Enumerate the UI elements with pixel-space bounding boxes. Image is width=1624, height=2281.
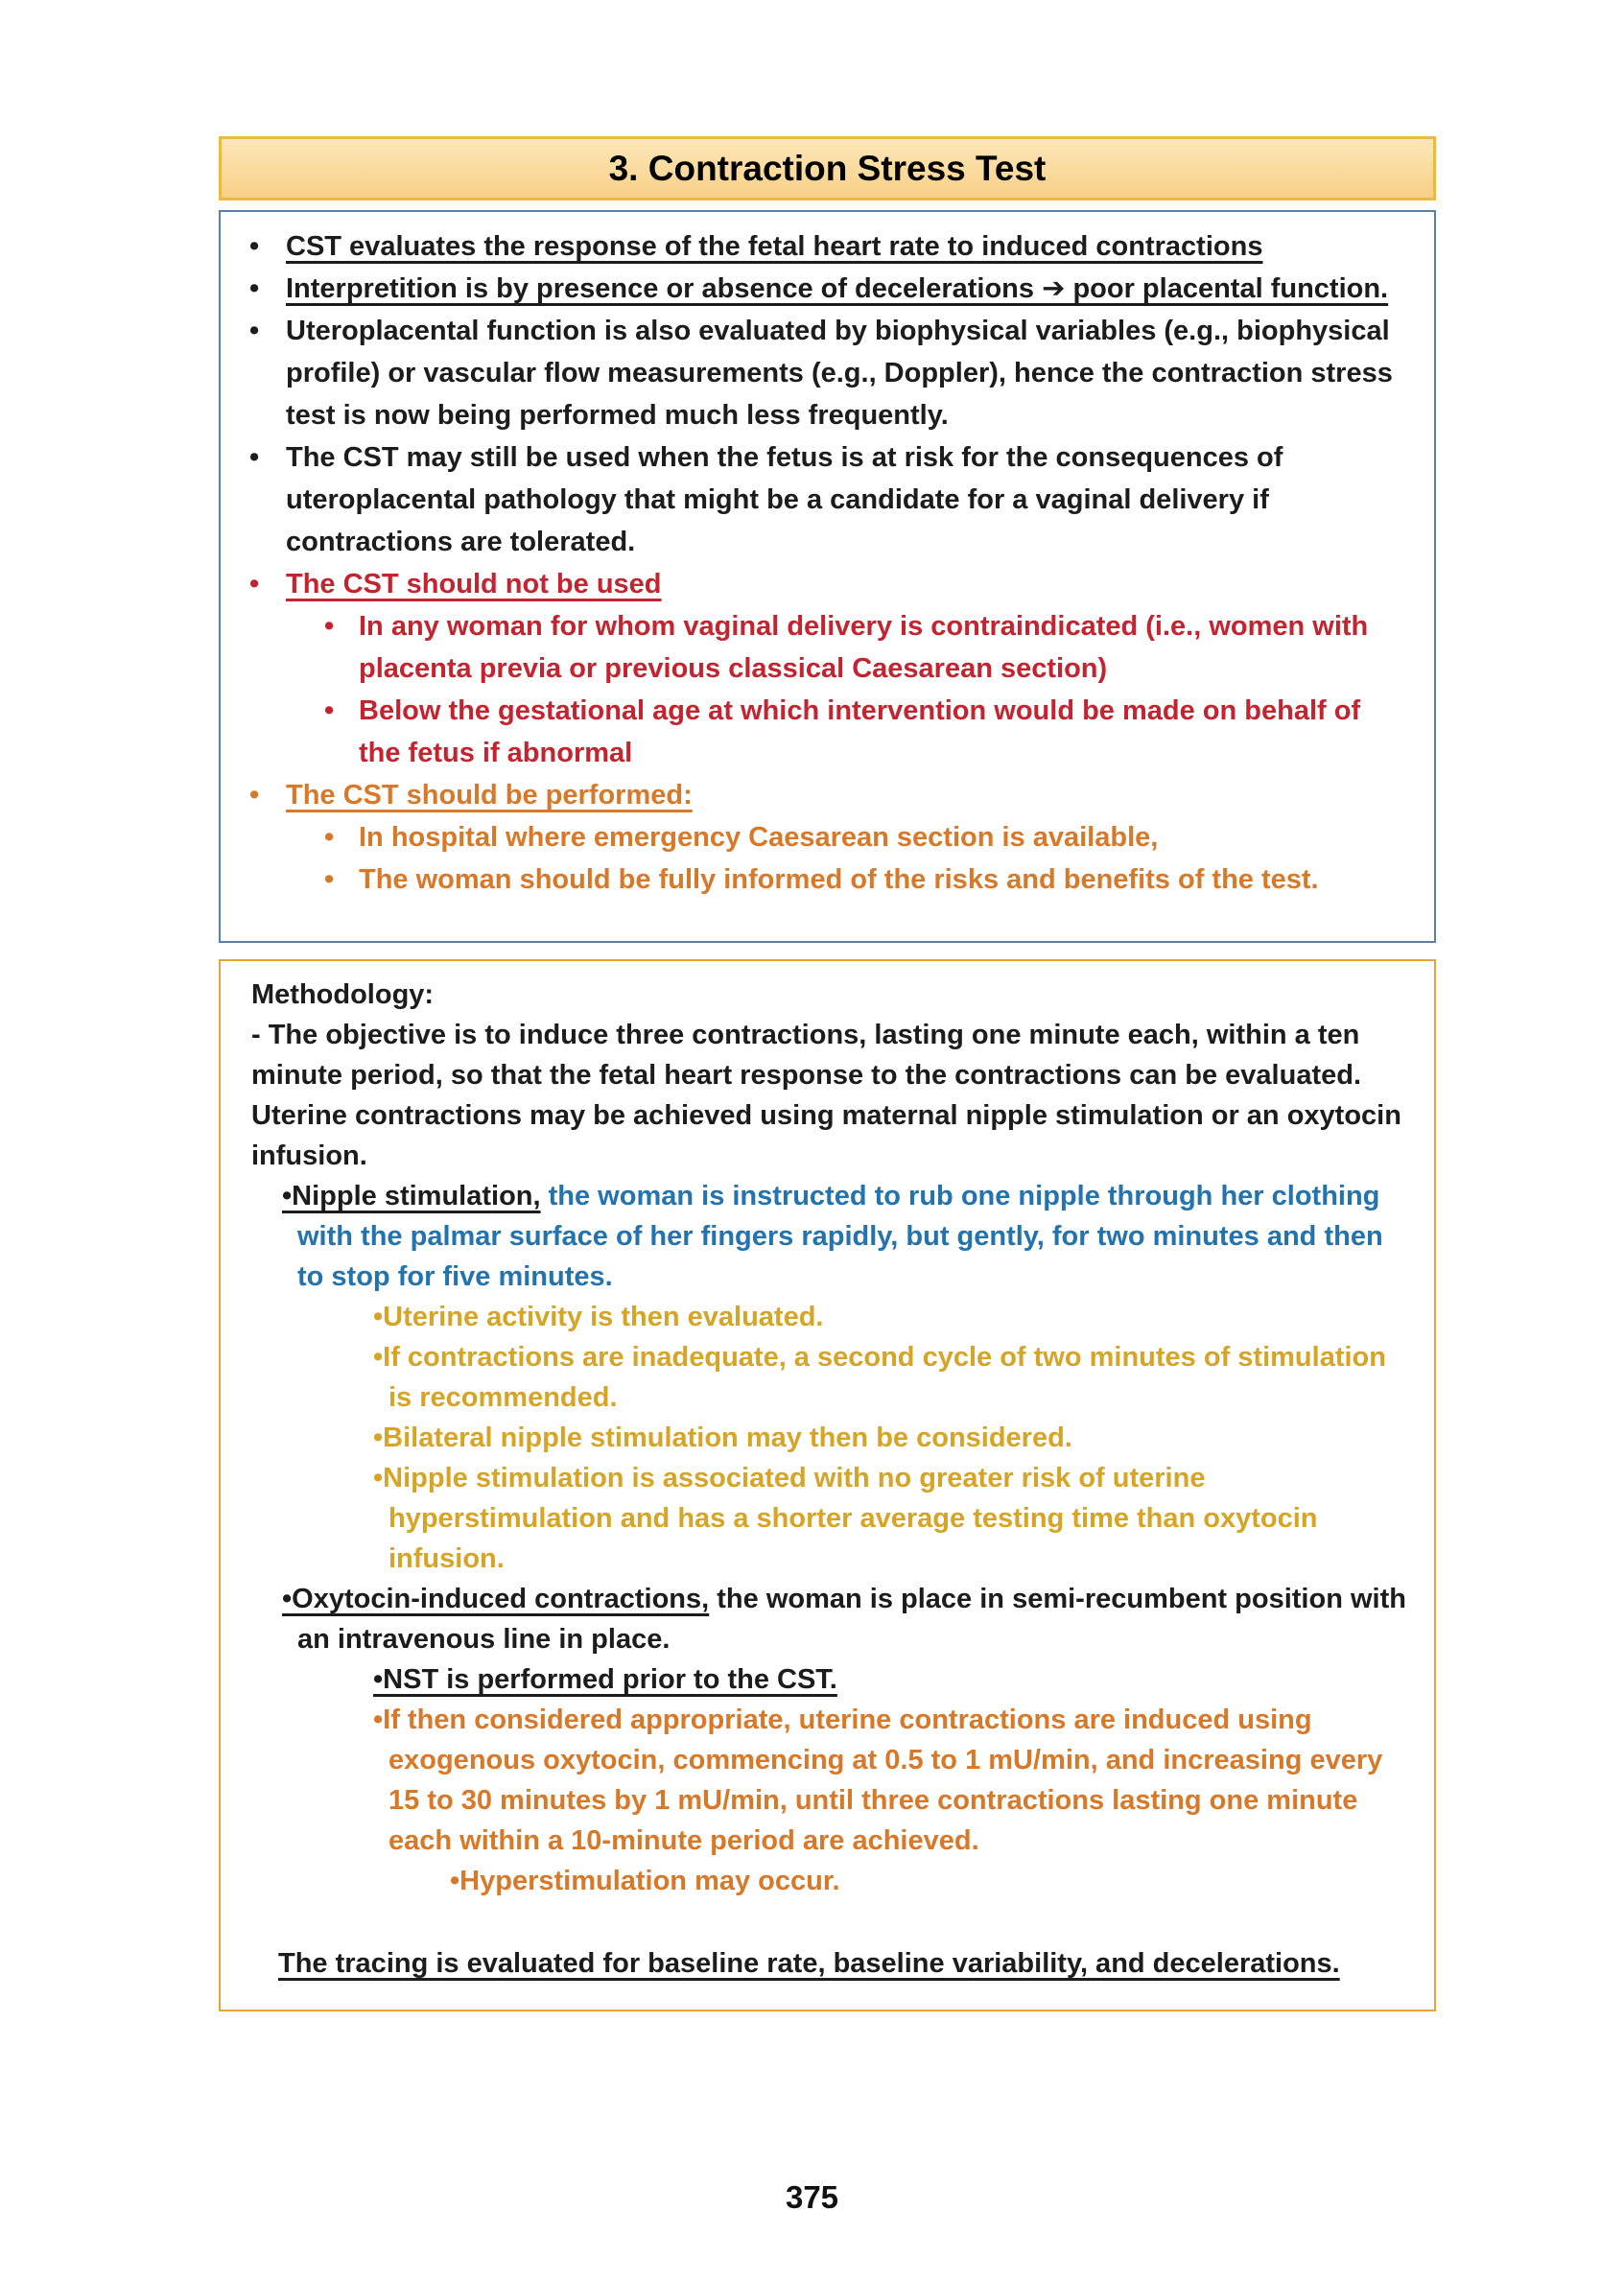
title-bar: [219, 136, 1436, 200]
nst-item: •NST is performed prior to the CST.: [373, 1664, 837, 1695]
tracing-note: The tracing is evaluated for baseline rate, baseline variability, and decelerations.: [278, 1948, 1340, 1979]
bullet-icon: •: [324, 864, 335, 895]
list-item: [317, 605, 1409, 690]
methodology-box: [219, 959, 1436, 2011]
oxytocin-item: [251, 1579, 1411, 1659]
list-item-text: The CST should not be used: [286, 569, 662, 600]
bullet-icon: •: [249, 316, 260, 346]
list-item-text: Interpretition is by presence or absence of decelerations ➔ poor placental function.: [286, 273, 1389, 304]
list-item-text: The woman should be fully informed of the risks and benefits of the test.: [359, 864, 1319, 895]
summary-box: [219, 210, 1436, 943]
nipple-sub-item: •Bilateral nipple stimulation may then be considered.: [373, 1423, 1072, 1453]
list-item-text: The CST may still be used when the fetus is at risk for the consequences of uteroplacental pathology that might be a candidate for a vaginal delivery if contractions are tolerated.: [286, 442, 1283, 557]
bullet-icon: •: [324, 822, 335, 853]
nipple-sub-item: •Uterine activity is then evaluated.: [373, 1302, 824, 1332]
bullet-icon: •: [249, 231, 260, 262]
nipple-stimulation-item: [251, 1176, 1411, 1297]
list-item-text: The CST should be performed:: [286, 780, 693, 811]
nipple-stimulation-detail: the woman is instructed to rub one nipple through her clothing with the palmar surface of her fingers rapidly, but gently, for two minutes and then to stop for five minutes.: [297, 1181, 1383, 1292]
list-item: [242, 225, 1409, 268]
list-item: [242, 310, 1409, 436]
list-item-text: In hospital where emergency Caesarean section is available,: [359, 822, 1159, 853]
nipple-sub-item: •Nipple stimulation is associated with no greater risk of uterine hyperstimulation and has a shorter average testing time than oxytocin infusion.: [373, 1463, 1318, 1574]
list-item: [242, 436, 1409, 563]
list-item: [242, 268, 1409, 310]
list-item-text: In any woman for whom vaginal delivery is contraindicated (i.e., women with placenta previa or previous classical Caesarean section): [359, 611, 1369, 684]
bullet-icon: •: [249, 273, 260, 304]
oxytocin-sub-item: •If then considered appropriate, uterine contractions are induced using exogenous oxytocin, commencing at 0.5 to 1 mU/min, and increasing every 15 to 30 minutes by 1 mU/min, until three contractions lasting one minute each within a 10-minute period are achieved.: [373, 1705, 1383, 1856]
page-title: 3. Contraction Stress Test: [608, 148, 1047, 188]
oxytocin-detail: the woman is place in semi-recumbent position with an intravenous line in place.: [297, 1584, 1406, 1655]
oxytocin-lead: •Oxytocin-induced contractions,: [282, 1584, 710, 1614]
bullet-icon: •: [324, 611, 335, 642]
list-item: [317, 816, 1409, 858]
nipple-stimulation-lead: •Nipple stimulation,: [282, 1181, 541, 1211]
hyperstimulation-item: •Hyperstimulation may occur.: [450, 1866, 840, 1896]
list-item-text: Below the gestational age at which intervention would be made on behalf of the fetus if abnormal: [359, 695, 1361, 768]
list-item: [242, 774, 1409, 816]
bullet-icon: •: [324, 695, 335, 726]
list-item: [317, 858, 1409, 901]
list-item: [242, 563, 1409, 605]
bullet-icon: •: [249, 780, 260, 811]
bullet-icon: •: [249, 569, 260, 600]
methodology-heading: Methodology:: [251, 979, 435, 1010]
page-number: 375: [785, 2179, 839, 2215]
nipple-sub-item: •If contractions are inadequate, a second cycle of two minutes of stimulation is recommended.: [373, 1342, 1386, 1413]
list-item-text: Uteroplacental function is also evaluated by biophysical variables (e.g., biophysical profile) or vascular flow measurements (e.g., Doppler), hence the contraction stress test is now being performed much less frequently.: [286, 316, 1393, 431]
list-item: [317, 690, 1409, 774]
bullet-icon: •: [249, 442, 260, 473]
methodology-intro: - The objective is to induce three contractions, lasting one minute each, within a ten minute period, so that the fetal heart response to the contractions can be evaluated. Uterine contractions may be achieved using maternal nipple stimulation or an oxytocin infusion.: [251, 1020, 1401, 1171]
list-item-text: CST evaluates the response of the fetal heart rate to induced contractions: [286, 231, 1263, 262]
